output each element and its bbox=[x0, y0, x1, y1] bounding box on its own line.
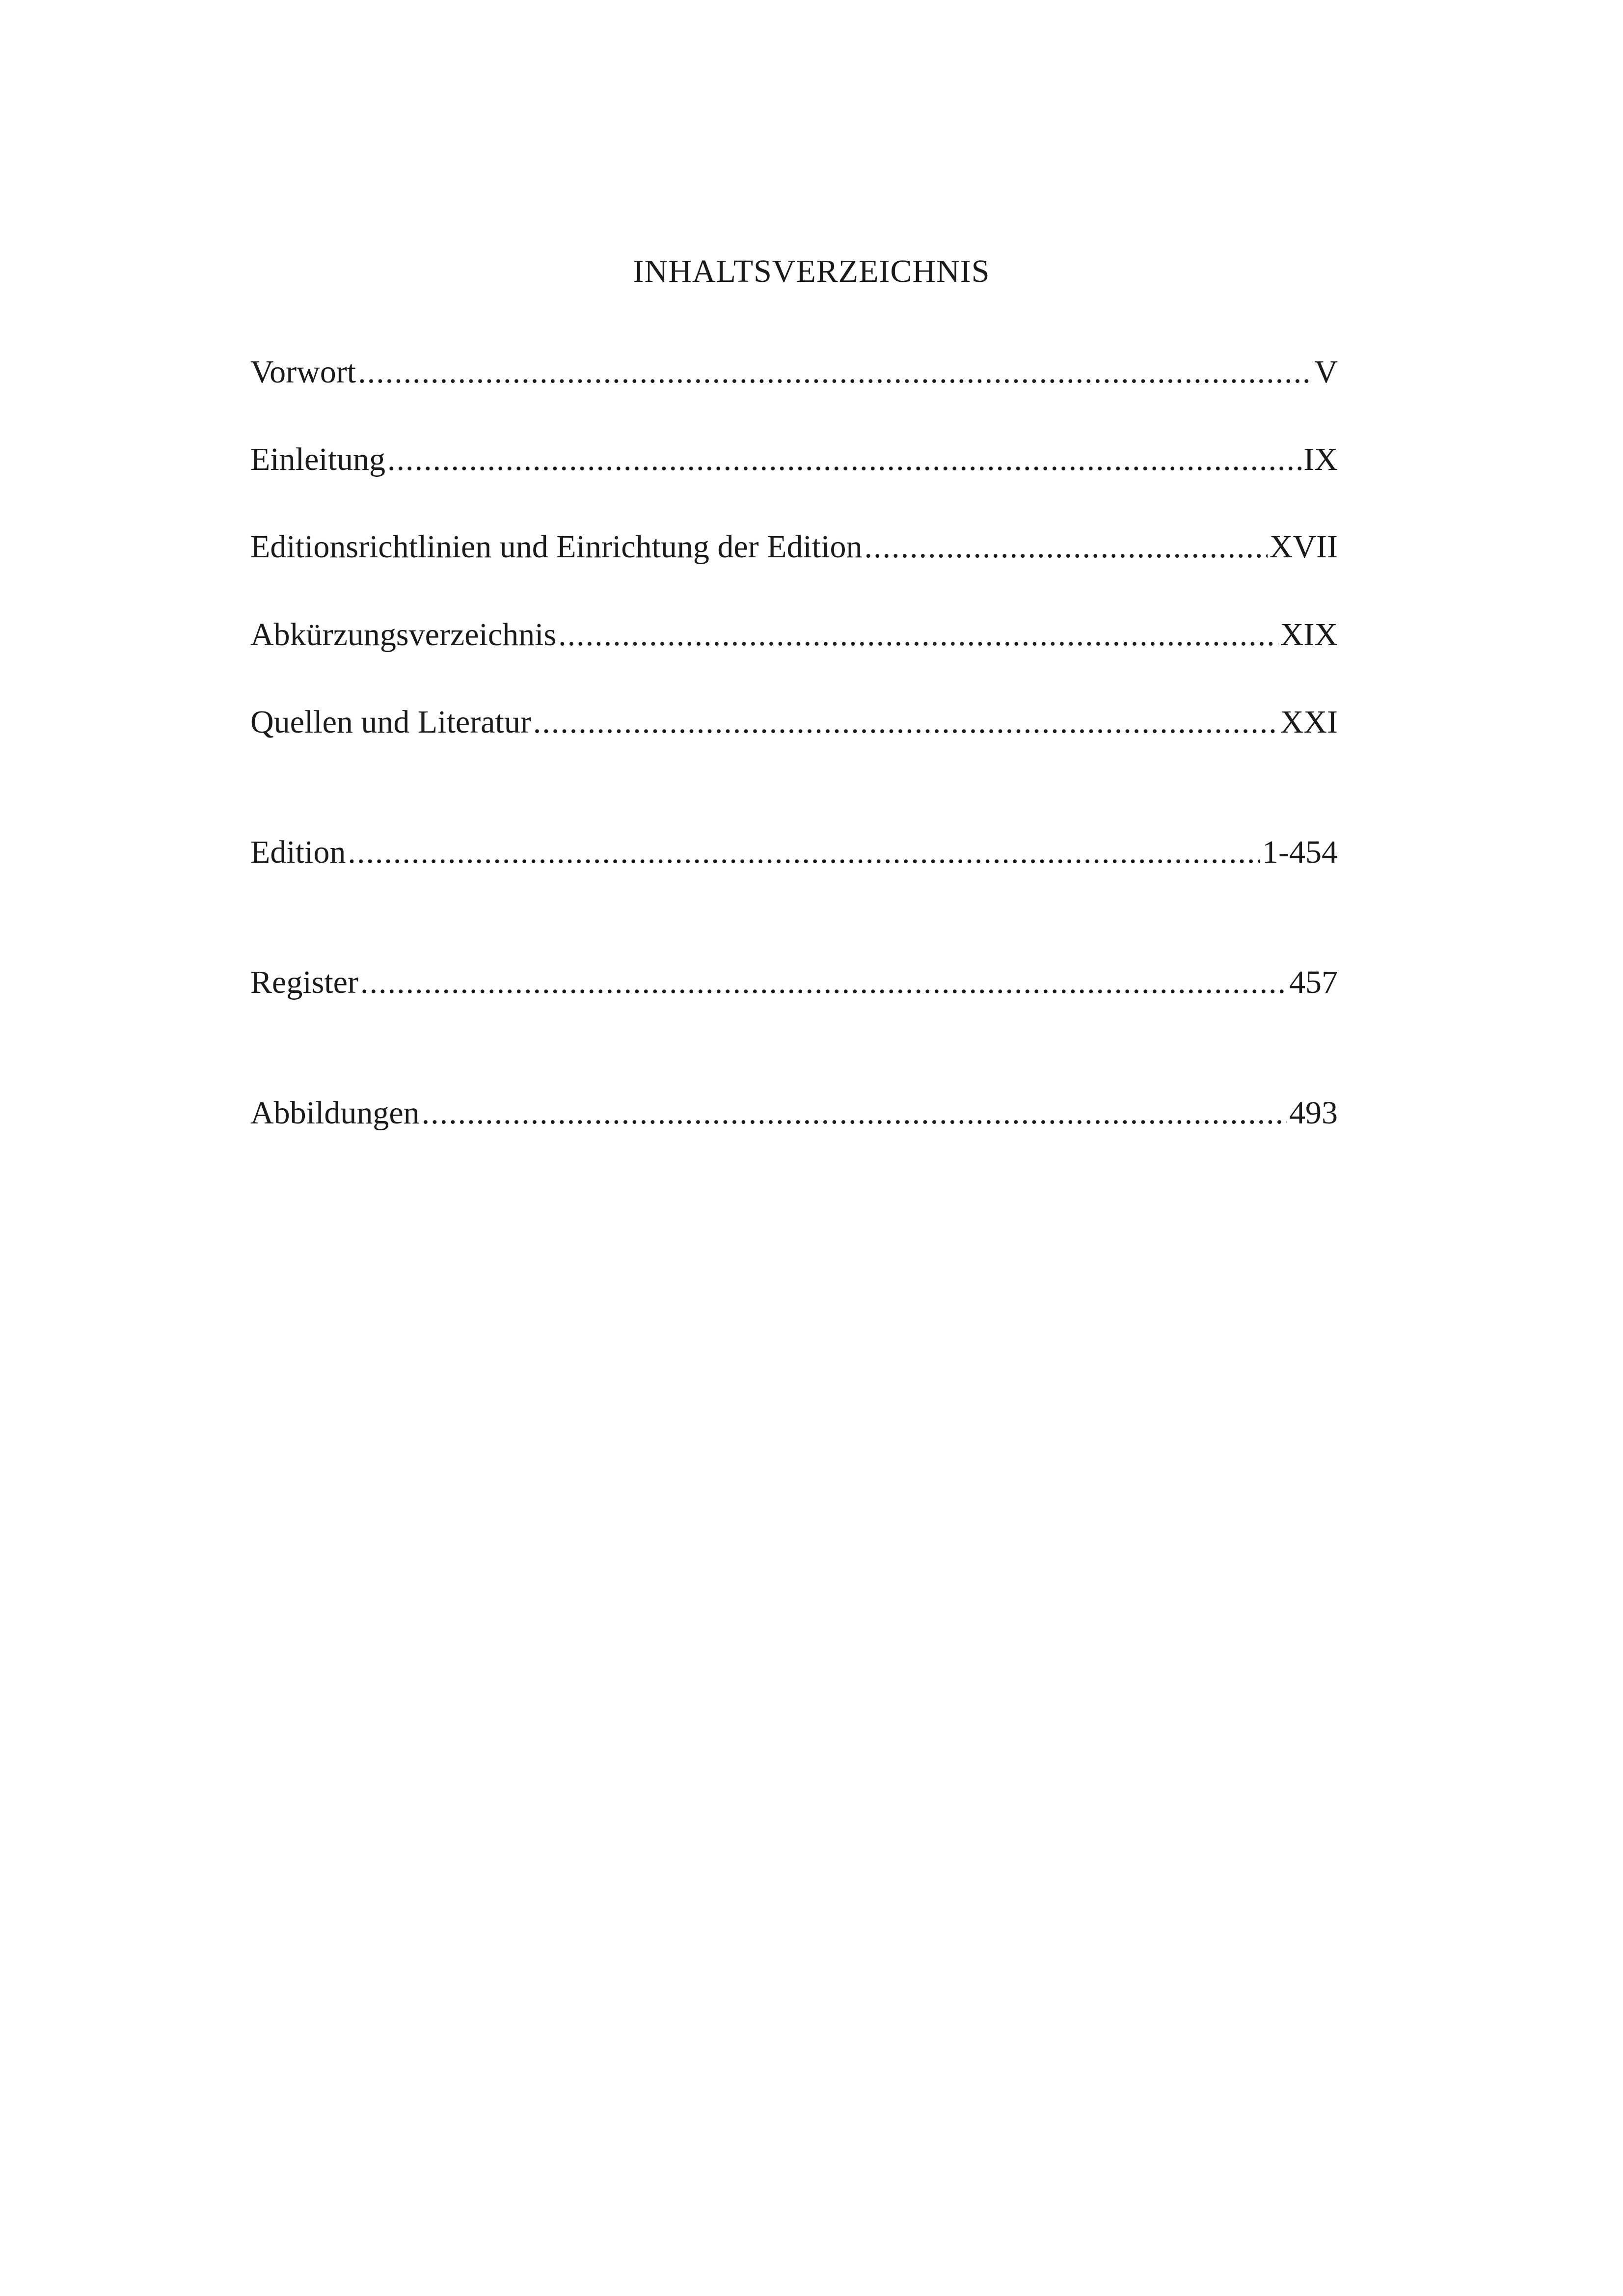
toc-entry bbox=[250, 1097, 1338, 1129]
toc-entry-label: Register bbox=[250, 964, 358, 1000]
toc-entry bbox=[250, 531, 1338, 563]
toc-entry-page: XXI bbox=[1280, 704, 1338, 740]
toc-entry-page: 1-454 bbox=[1262, 834, 1338, 870]
toc-leader-dots bbox=[358, 356, 1312, 388]
toc-entry-page: XIX bbox=[1280, 617, 1338, 653]
toc-entry-page: V bbox=[1314, 354, 1338, 390]
toc-entry-page: XVII bbox=[1269, 529, 1338, 565]
toc-leader-dots bbox=[387, 443, 1301, 476]
toc-entry bbox=[250, 706, 1338, 738]
toc-entry-label: Einleitung bbox=[250, 441, 385, 477]
toc-entry bbox=[250, 966, 1338, 999]
toc-entry-page: 493 bbox=[1289, 1095, 1338, 1131]
toc-entry-label: Vorwort bbox=[250, 354, 356, 390]
toc-leader-dots bbox=[348, 836, 1260, 869]
toc-leader-dots bbox=[558, 619, 1278, 651]
toc-entry-label: Abkürzungsverzeichnis bbox=[250, 617, 557, 653]
toc-leader-dots bbox=[360, 966, 1287, 999]
toc-entry-page: IX bbox=[1303, 441, 1338, 477]
toc-entry bbox=[250, 619, 1338, 651]
toc-entry bbox=[250, 356, 1338, 388]
toc-leader-dots bbox=[533, 706, 1278, 738]
toc-entry-label: Editionsrichtlinien und Einrichtung der Edition bbox=[250, 529, 863, 565]
toc-leader-dots bbox=[864, 531, 1267, 563]
page-title: INHALTSVERZEICHNIS bbox=[633, 253, 990, 289]
toc-entry-label: Edition bbox=[250, 834, 346, 870]
toc-entry bbox=[250, 836, 1338, 869]
toc-entry-label: Quellen und Literatur bbox=[250, 704, 531, 740]
toc-entry bbox=[250, 443, 1338, 476]
toc-entry-page: 457 bbox=[1289, 964, 1338, 1000]
toc-leader-dots bbox=[422, 1097, 1287, 1129]
toc-entry-label: Abbildungen bbox=[250, 1095, 420, 1131]
